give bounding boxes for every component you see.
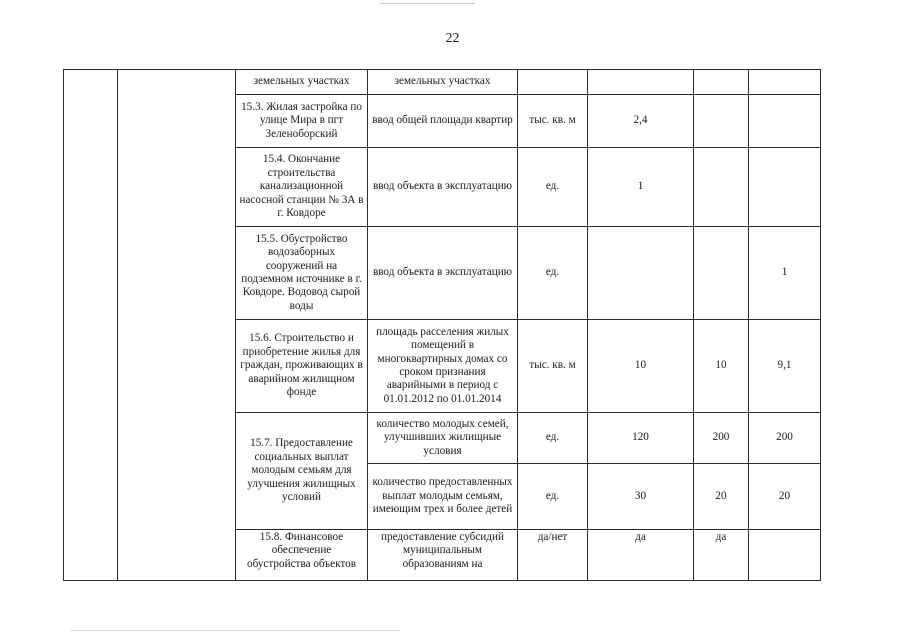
measure-name-cell: земельных участках [236,70,368,95]
indicator-cell: предоставление субсидий муниципальным образованиям на [368,530,518,581]
value-cell-3 [749,95,821,148]
unit-cell: ед. [518,148,588,227]
unit-cell: тыс. кв. м [518,320,588,413]
unit-cell: ед. [518,413,588,464]
empty-cell-col2 [118,70,236,581]
measure-name-cell: 15.7. Предоставление социальных выплат молодым семьям для улучшения жилищных условий [236,413,368,530]
measure-name-cell: 15.6. Строительство и приобретение жилья для граждан, проживающих в аварийном жилищном фонде [236,320,368,413]
value-cell-3 [749,148,821,227]
value-cell-1: 1 [588,148,694,227]
value-cell-3: 20 [749,464,821,530]
value-cell-2: 200 [694,413,749,464]
scan-artifact-top [380,3,475,4]
indicators-table [63,69,821,581]
value-cell-1: 2,4 [588,95,694,148]
indicator-cell: количество молодых семей, улучшивших жилищные условия [368,413,518,464]
value-cell-2 [694,148,749,227]
measure-name-cell: 15.8. Финансовое обеспечение обустройства объектов [236,530,368,581]
indicator-cell: количество предоставленных выплат молодым семьям, имеющим трех и более детей [368,464,518,530]
page-number: 22 [445,31,460,46]
unit-cell: да/нет [518,530,588,581]
value-cell-2: да [694,530,749,581]
measure-name-cell: 15.5. Обустройство водозаборных сооружений на подземном источнике в г. Ковдоре. Водовод сырой воды [236,227,368,320]
value-cell-3 [749,70,821,95]
value-cell-3 [749,530,821,581]
value-cell-1: 30 [588,464,694,530]
value-cell-2 [694,70,749,95]
indicator-cell: ввод объекта в эксплуатацию [368,227,518,320]
value-cell-1: да [588,530,694,581]
indicator-cell: ввод общей площади квартир [368,95,518,148]
value-cell-1 [588,227,694,320]
unit-cell: ед. [518,227,588,320]
unit-cell: ед. [518,464,588,530]
value-cell-1: 120 [588,413,694,464]
value-cell-2 [694,227,749,320]
value-cell-2 [694,95,749,148]
value-cell-3: 9,1 [749,320,821,413]
table-row [64,70,821,95]
measure-name-cell: 15.4. Окончание строительства канализационной насосной станции № 3А в г. Ковдоре [236,148,368,227]
unit-cell [518,70,588,95]
indicator-cell: ввод объекта в эксплуатацию [368,148,518,227]
value-cell-1: 10 [588,320,694,413]
measure-name-cell: 15.3. Жилая застройка по улице Мира в пгт Зеленоборский [236,95,368,148]
value-cell-3: 1 [749,227,821,320]
value-cell-1 [588,70,694,95]
scan-artifact-bottom [70,630,400,631]
value-cell-2: 20 [694,464,749,530]
indicator-cell: площадь расселения жилых помещений в многоквартирных домах со сроком признания аварийными в период с 01.01.2012 по 01.01.2014 [368,320,518,413]
unit-cell: тыс. кв. м [518,95,588,148]
value-cell-2: 10 [694,320,749,413]
empty-cell-col1 [64,70,118,581]
value-cell-3: 200 [749,413,821,464]
indicator-cell: земельных участках [368,70,518,95]
